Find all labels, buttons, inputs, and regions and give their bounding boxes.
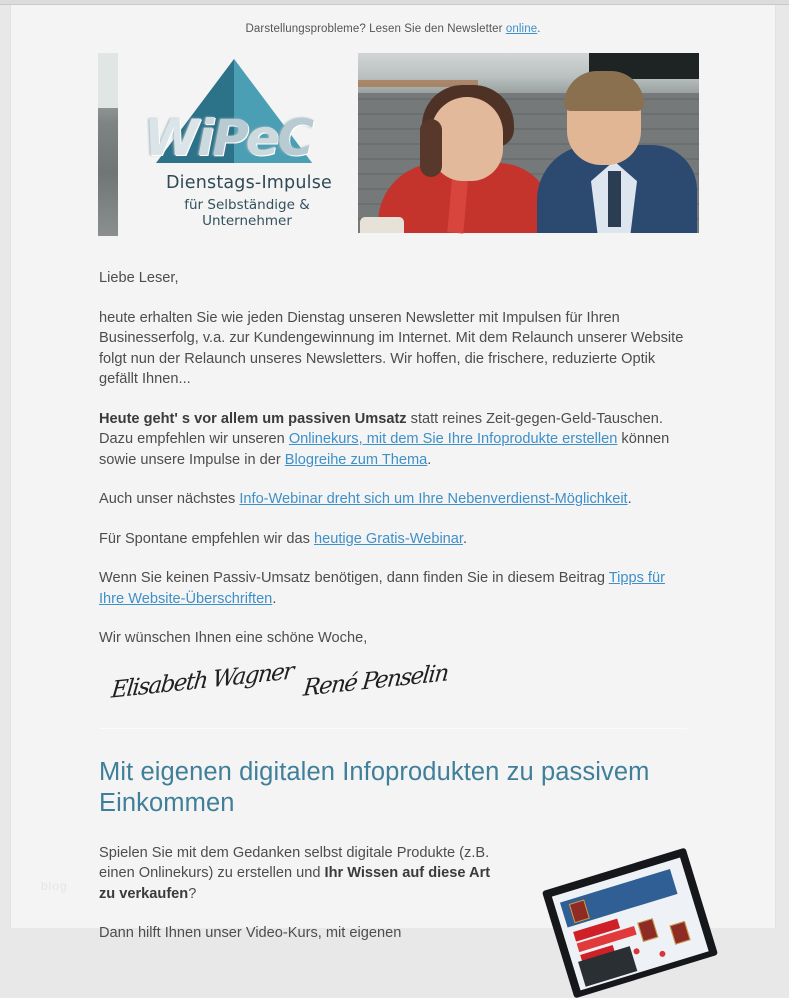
intro-paragraph: heute erhalten Sie wie jeden Dienstag unseren Newsletter mit Impulsen für Ihren Businesserfolg, v.a. zur Kundengewinnung im Internet. Mit dem Relaunch unserer Website folgt nun der Relaunch unseres Newsletters. Wir hoffen, die frischere, reduzierte Optik gefällt Ihnen... (99, 309, 684, 387)
logo-letter-e: e (245, 109, 278, 167)
webinar-text-b: . (627, 491, 632, 507)
blogreihe-link[interactable]: Blogreihe zum Thema (284, 451, 428, 468)
tipps-paragraph (99, 568, 687, 609)
logo-letter-w: W (144, 109, 198, 167)
info-webinar-link[interactable]: Info-Webinar dreht sich um Ihre Nebenverdienst-Möglichkeit (239, 491, 628, 507)
view-online-link[interactable]: online (505, 23, 538, 35)
tipps-text-a: Wenn Sie keinen Passiv-Umsatz benötigen, dann finden Sie in diesem Beitrag (99, 570, 609, 586)
preheader-text-end: . (537, 23, 541, 35)
blog-watermark: blog (41, 879, 68, 893)
photo-cup (360, 217, 404, 233)
photo-person-right-tie (608, 171, 621, 227)
article-paragraph-1 (99, 843, 501, 905)
passive-income-lead: Heute geht' s vor allem um passiven Umsatz (99, 410, 407, 427)
article-text-b: ? (188, 885, 197, 902)
passive-income-text-a: statt reines Zeit-gegen-Geld-Tauschen. Dazu empfehlen wir unseren (99, 410, 663, 447)
gratis-webinar-paragraph (99, 529, 687, 550)
article-paragraph-2: Dann hilft Ihnen unser Video-Kurs, mit eigenen (99, 925, 402, 941)
brand-logo[interactable] (118, 53, 353, 236)
header-photo-sliver (98, 53, 118, 236)
gratis-webinar-link[interactable]: heutige Gratis-Webinar (313, 530, 463, 547)
signature-first: Elisabeth Wagner (110, 657, 295, 704)
laptop-screen (552, 857, 709, 990)
passive-income-text-b: können sowie unsere Impulse in der (99, 431, 670, 468)
logo-wordmark (144, 109, 334, 167)
header-photo (358, 53, 699, 233)
logo-subtitle: Dienstags-Impulse (166, 173, 332, 193)
section-divider (99, 728, 687, 729)
signature-block (107, 657, 687, 712)
onlinekurs-link[interactable]: Onlinekurs, mit dem Sie Ihre Infoprodukte erstellen (288, 431, 618, 447)
article-text-a: Spielen Sie mit dem Gedanken selbst digitale Produkte (z.B. einen Onlinekurs) zu erstellen und (99, 844, 490, 881)
logo-letter-i: i (197, 109, 213, 167)
passive-income-paragraph (99, 409, 687, 471)
screen-thumb-3 (669, 920, 690, 944)
newsletter-body (11, 268, 775, 944)
signature-second: René Penselin (302, 659, 449, 702)
logo-letter-p: P (212, 109, 246, 167)
screen-thumb-2 (637, 918, 658, 942)
tipps-text-b: . (272, 590, 277, 607)
header-banner (11, 53, 775, 236)
gratis-webinar-text-a: Für Spontane empfehlen wir das (99, 530, 314, 547)
article-heading: Mit eigenen digitalen Infoprodukten zu passivem Einkommen (99, 757, 650, 817)
webinar-text-a: Auch unser nächstes (99, 491, 240, 507)
passive-income-text-c: . (427, 451, 432, 468)
article-image (551, 851, 699, 955)
screen-dot-1 (633, 947, 640, 954)
webinar-paragraph (99, 489, 687, 510)
article-text-bold: Ihr Wissen auf diese Art zu verkaufen (99, 865, 491, 902)
preheader-text: Darstellungsprobleme? Lesen Sie den Newsletter (245, 23, 506, 35)
website-ueberschriften-link[interactable]: Tipps für Ihre Website-Überschriften (99, 570, 665, 607)
screen-dot-2 (659, 950, 666, 957)
closing-text: Wir wünschen Ihnen eine schöne Woche, (99, 630, 368, 646)
salutation-text: Liebe Leser, (99, 270, 179, 286)
logo-subtitle-secondary: für Selbständige & Unternehmer (184, 197, 310, 229)
article-body (99, 843, 687, 944)
laptop-frame-icon (542, 847, 718, 998)
preheader-bar (11, 5, 775, 35)
gratis-webinar-text-b: . (462, 530, 468, 547)
logo-letter-c: C (277, 109, 313, 167)
newsletter-page (10, 5, 776, 941)
photo-person-left-hair-side (420, 119, 442, 177)
